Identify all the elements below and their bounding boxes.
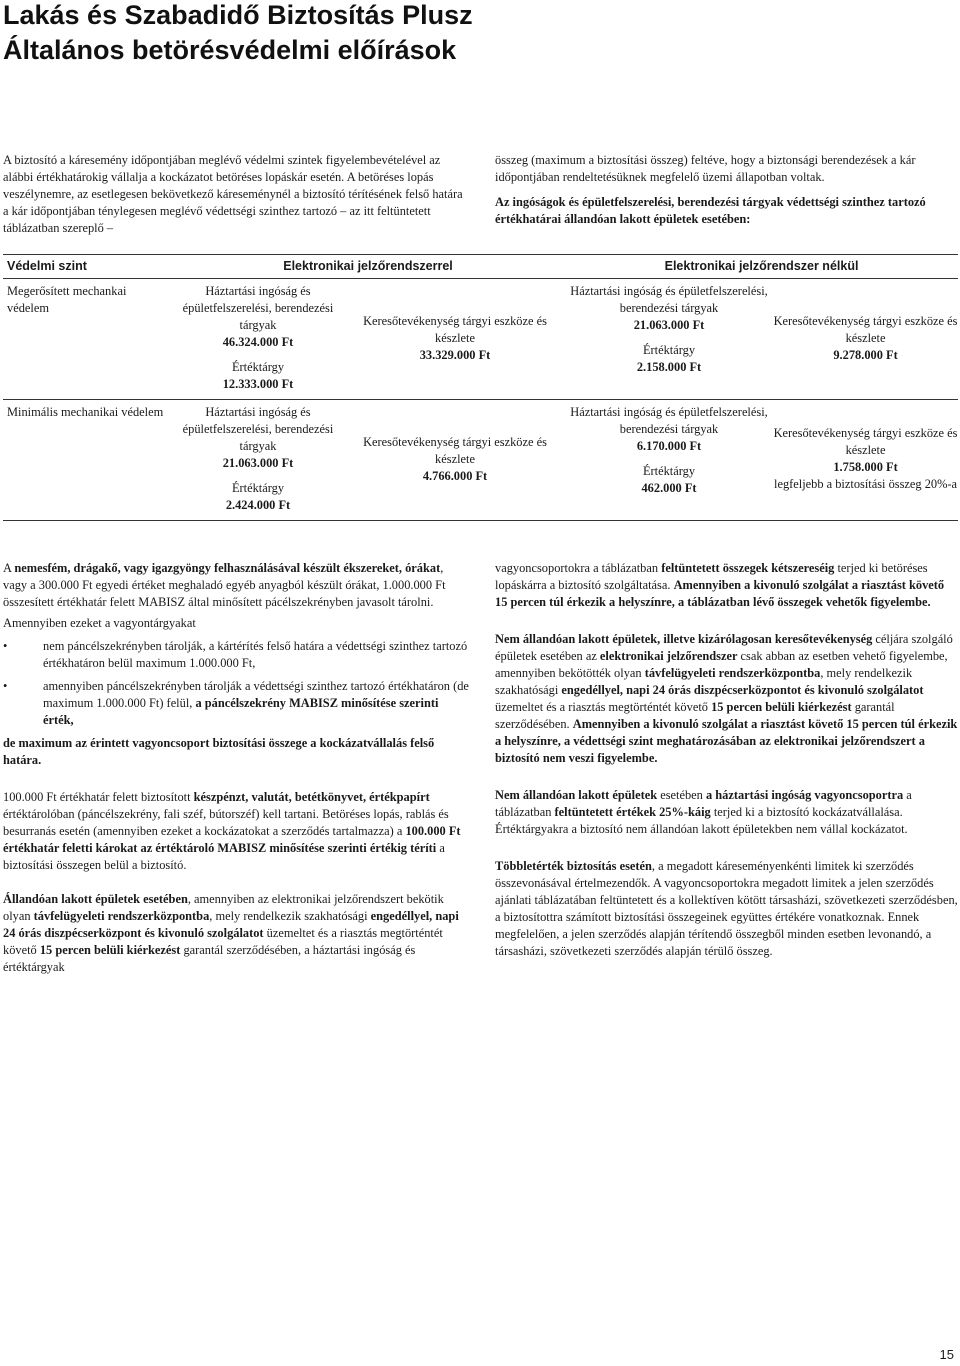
- text-run-bold: engedéllyel, napi 24 órás diszpécserközpontot és kivonuló szolgálatot: [561, 683, 924, 697]
- with-alarm-business-cell: [345, 400, 565, 521]
- protection-level-cell: Megerősített mechankai védelem: [3, 279, 171, 400]
- text-run-bold: engedéllyel, napi 24 órás diszpécserközpont és kivonuló szolgálatot: [3, 909, 459, 940]
- business-value: 9.278.000 Ft: [833, 347, 898, 362]
- intro-right-block: [495, 152, 958, 228]
- household-value: 46.324.000 Ft: [222, 335, 294, 349]
- text-run: terjed ki betöréses lopáskárra a biztosító szolgáltatása.: [495, 561, 928, 592]
- text-run: , a megadott káreseményenkénti limitek ki szerződés összevonásával értelmezendők. A vagyoncsoportokra megadott limitek a jelen szerződés ajánlati táblázatában feltüntetett és a kollektíven kötött társasházi, szövetkezeti szerződésben, a biztosítottra számított biztosítási összegeinek együttes értékére vonatkoznak. Ennek megfelelően, a jelen szerződés alapján térítendő összegből minden esetben levonandó, a társasházi, szövetkezeti szerződés alapján térülő összeg.: [495, 859, 958, 958]
- left-column: [3, 560, 469, 976]
- table-row: [3, 400, 958, 521]
- text-run-bold: a háztartási ingóság vagyoncsoportra: [705, 788, 904, 802]
- text-run: a biztosítási összegen belül a biztosító.: [3, 841, 445, 872]
- cash-paragraph: [3, 789, 469, 874]
- valuables-value: 2.158.000 Ft: [636, 360, 702, 374]
- text-run-bold: Nem állandóan lakott épületek, illetve kizárólagosan keresőtevékenység: [495, 632, 873, 646]
- text-run: , mely rendelkezik szakhatósági: [209, 909, 371, 923]
- business-value: 1.758.000 Ft: [833, 460, 898, 474]
- text-run-bold: elektronikai jelzőrendszer: [599, 649, 738, 663]
- text-run-bold: Többletérték biztosítás esetén: [495, 859, 652, 873]
- text-run-bold: 15 percen belüli kiérkezést: [39, 943, 181, 957]
- text-run-bold: 100.000 Ft értékhatár feletti károkat az értéktároló MABISZ minősítése szerinti értékig téríti: [3, 824, 461, 855]
- list-item: [3, 678, 469, 729]
- text-run-bold: távfelügyeleti rendszerközpontba: [644, 666, 821, 680]
- document-title: Lakás és Szabadidő Biztosítás Plusz: [3, 0, 473, 30]
- page-number: 15: [939, 1347, 954, 1362]
- intro-right-paragraph: összeg (maximum a biztosítási összeg) feltéve, hogy a biztonsági berendezések a kár időpontjában rendeltetésüknek megfelelő üzemi állapotban voltak.: [495, 153, 916, 184]
- household-quarter-paragraph: [495, 787, 958, 838]
- intro-right-bold-paragraph: Az ingóságok és épületfelszerelési, berendezési tárgyak védettségi szinthez tartozó értékhatárai állandóan lakott épületek esetében:: [495, 195, 926, 226]
- text-run: , vagy a 300.000 Ft egyedi értéket meghaladó egyéb anyagból készült órákat, 1.000.000 Ft összesített értékhatár felett MABISZ által minősített pácélszekrényben javasolt tárolni.: [3, 561, 446, 609]
- business-label: Keresőtevékenység tárgyi eszköze és készlete: [773, 313, 958, 345]
- conditions-intro: Amennyiben ezeket a vagyontárgyakat: [3, 616, 196, 630]
- with-alarm-household-cell: [171, 400, 345, 521]
- text-run: a táblázatban: [495, 788, 912, 819]
- without-alarm-business-cell: [773, 279, 958, 400]
- business-value: 33.329.000 Ft: [419, 347, 491, 362]
- valuables-value: 12.333.000 Ft: [222, 377, 294, 391]
- household-label: Háztartási ingóság és épületfelszerelési, berendezési tárgyak: [182, 405, 334, 453]
- text-run: esetében: [657, 788, 706, 802]
- protection-level-cell: Minimális mechanikai védelem: [7, 405, 164, 419]
- text-run-bold: Állandóan lakott épületek esetében: [3, 892, 188, 906]
- household-label: Háztartási ingóság és épületfelszerelési, berendezési tárgyak: [570, 405, 768, 436]
- without-alarm-business-cell: [773, 400, 958, 521]
- double-limit-paragraph: [495, 560, 958, 611]
- text-run: céljára szolgáló épületek esetében az: [495, 632, 953, 663]
- right-column: [495, 560, 958, 960]
- not-inhabited-paragraph: [495, 631, 958, 767]
- text-run-bold: Amennyiben a kivonuló szolgálat a riasztást követő 15 percen túl érkezik a helyszínre, a védettségi szint meghatározásában az elektronikai jelzőrendszert a biztosító nem veszi figyelembe.: [495, 717, 958, 765]
- business-limit-note: legfeljebb a biztosítási összeg 20%-a: [774, 477, 958, 491]
- household-value: 21.063.000 Ft: [633, 318, 705, 332]
- text-run: csak abban az esetben vehető figyelembe, amennyiben bekötötték olyan: [495, 649, 948, 680]
- text-run: vagyoncsoportokra a táblázatban: [495, 561, 662, 575]
- household-label: Háztartási ingóság és épületfelszerelési, berendezési tárgyak: [570, 284, 768, 315]
- household-value: 6.170.000 Ft: [636, 439, 702, 453]
- household-value: 21.063.000 Ft: [222, 456, 294, 470]
- table-header-row: [3, 255, 958, 279]
- text-run: terjed ki a biztosító kockázatvállalása. Értéktárgyakra a biztosító nem állandóan lakott épületekben nem vállal kockázatot.: [495, 805, 908, 836]
- valuables-value: 2.424.000 Ft: [225, 498, 291, 512]
- text-run: garantál szerződésében.: [495, 700, 895, 731]
- maximum-paragraph: de maximum az érintett vagyoncsoport biztosítási összege a kockázatvállalás felső határa.: [3, 736, 435, 767]
- text-run-bold: 15 percen belüli kiérkezést: [711, 700, 852, 714]
- text-run: , amennyiben az elektronikai jelzőrendszert bekötik olyan: [3, 892, 444, 923]
- surplus-value-paragraph: [495, 858, 958, 960]
- business-label: Keresőtevékenység tárgyi eszköze és készlete: [773, 426, 958, 457]
- text-run: üzemeltet és a riasztás megtörténtét követő: [3, 926, 443, 957]
- conditions-list: [3, 638, 469, 729]
- text-run-bold: a páncélszekrény MABISZ minősítése szerinti érték,: [43, 696, 439, 727]
- text-run-bold: készpénzt, valutát, betétkönyvet, értékpapírt: [193, 790, 430, 804]
- text-run: A: [3, 561, 15, 575]
- without-alarm-household-cell: [565, 400, 773, 521]
- header-protection-level: Védelmi szint: [3, 255, 171, 279]
- valuables-label: Értéktárgy: [642, 464, 696, 478]
- business-value: 4.766.000 Ft: [422, 468, 488, 483]
- with-alarm-household-cell: [171, 279, 345, 400]
- text-run: amennyiben páncélszekrényben tárolják a védettségi szinthez tartozó értékhatáron (de maximum 1.000.000 Ft) felül,: [43, 679, 469, 710]
- text-run: garantál szerződésében, a háztartási ingóság és értéktárgyak: [3, 943, 416, 974]
- document-subtitle: Általános betörésvédelmi előírások: [3, 35, 457, 65]
- inhabited-paragraph: [3, 891, 469, 976]
- header-with-alarm: Elektronikai jelzőrendszerrel: [171, 255, 565, 279]
- jewellery-paragraph: [3, 560, 469, 611]
- valuables-label: Értéktárgy: [231, 360, 285, 374]
- text-run-bold: Amennyiben a kivonuló szolgálat a riasztást követő 15 percen túl érkezik a helyszínre, a táblázatban lévő összegek vehetők figyelembe.: [495, 578, 945, 609]
- text-run-bold: feltüntetett összegek kétszereséig: [661, 561, 835, 575]
- valuables-label: Értéktárgy: [642, 343, 696, 357]
- business-label: Keresőtevékenység tárgyi eszköze és készlete: [363, 313, 547, 345]
- with-alarm-business-cell: [345, 279, 565, 400]
- text-run: , mely rendelkezik szakhatósági: [495, 666, 913, 697]
- without-alarm-household-cell: [565, 279, 773, 400]
- business-label: Keresőtevékenység tárgyi eszköze és készlete: [363, 434, 547, 466]
- table-row: [3, 279, 958, 400]
- text-run-bold: Nem állandóan lakott épületek: [495, 788, 658, 802]
- intro-left-paragraph: A biztosító a káresemény időpontjában meglévő védelmi szintek figyelembevételével az alábbi értékhatárokig vállalja a kockázatot betöréses lopáskár esetén. A betöréses lopás veszélynemre, az esetlegesen bekövetkező káreseménynél a biztosító térítésének felső határa a kár időpontjában ténylegesen meglévő védettségi szinthez tartozó – az itt feltüntetett táblázatban szereplő –: [3, 153, 463, 235]
- household-label: Háztartási ingóság és épületfelszerelési, berendezési tárgyak: [182, 284, 334, 332]
- text-run-bold: feltüntetett értékek 25%-káig: [554, 805, 711, 819]
- text-run-bold: távfelügyeleti rendszerközpontba: [33, 909, 210, 923]
- text-run: értéktárolóban (páncélszekrény, fali széf, bútorszéf) kell tartani. Betöréses lopás, rablás és besurranás esetén (amennyiben ezeket a kockázatokat a szerződés tartalmazza) a: [3, 807, 449, 838]
- text-run: 100.000 Ft értékhatár felett biztosított: [3, 790, 194, 804]
- valuables-label: Értéktárgy: [231, 481, 285, 495]
- valuables-value: 462.000 Ft: [641, 481, 697, 495]
- protection-limits-table: [3, 254, 958, 521]
- list-item: • nem páncélszekrényben tárolják, a kártérítés felső határa a védettségi szinthez tartozó értékhatáron belül maximum 1.000.000 Ft,: [3, 638, 469, 672]
- text-run: üzemeltet és a riasztás megtörténtét követő: [495, 700, 712, 714]
- header-without-alarm: Elektronikai jelzőrendszer nélkül: [565, 255, 958, 279]
- text-run-bold: nemesfém, drágakő, vagy igazgyöngy felhasználásával készült ékszereket, órákat: [14, 561, 441, 575]
